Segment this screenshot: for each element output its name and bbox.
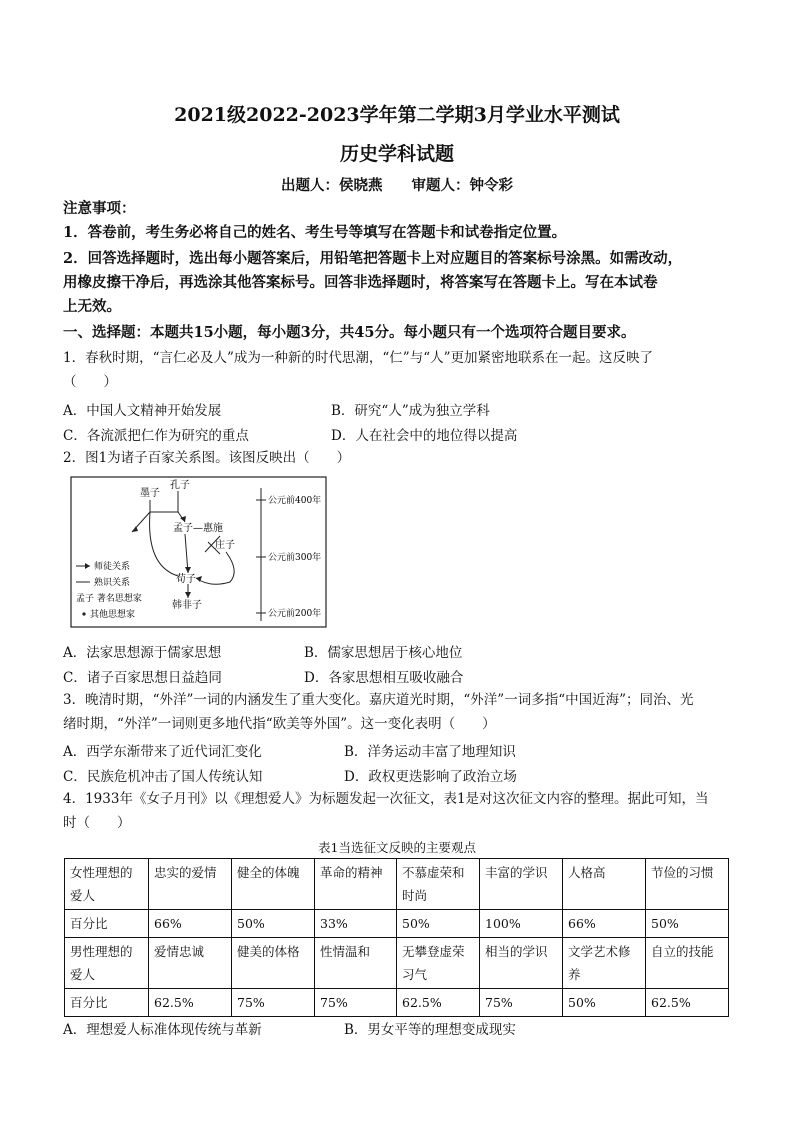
table-cell: 75% bbox=[232, 989, 315, 1017]
legend-knowledge: 熟识关系 bbox=[94, 578, 131, 588]
legend-other: 其他思想家 bbox=[90, 610, 136, 620]
q1-option-d: D．人在社会中的地位得以提高 bbox=[331, 428, 518, 444]
table-cell: 节俭的习惯 bbox=[646, 859, 729, 910]
q2-option-b: B．儒家思想居于核心地位 bbox=[304, 645, 463, 661]
q3-option-a: A．西学东渐带来了近代词汇变化 bbox=[63, 744, 262, 760]
q1-stem-line-1: 1．春秋时期，“言仁必及人”成为一种新的时代思潮，“仁”与“人”更加紧密地联系在一起。这反映了 bbox=[63, 350, 653, 366]
q3-option-d: D．政权更迭影响了政治立场 bbox=[344, 769, 517, 785]
q4-option-a: A．理想爱人标准体现传统与革新 bbox=[63, 1022, 262, 1038]
q1-option-a: A．中国人文精神开始发展 bbox=[63, 403, 222, 419]
figure-1-relations-diagram bbox=[70, 476, 327, 628]
notice-item-2-line-3: 上无效。 bbox=[63, 298, 121, 315]
table-cell: 文学艺术修养 bbox=[563, 938, 646, 989]
node-kongzi: 孔子 bbox=[170, 480, 190, 491]
authors-line: 出题人：侯晓燕 审题人：钟令彩 bbox=[281, 177, 513, 194]
q3-option-c: C．民族危机冲击了国人传统认知 bbox=[63, 769, 263, 785]
table-cell: 50% bbox=[646, 910, 729, 938]
q1-option-c: C．各流派把仁作为研究的重点 bbox=[63, 428, 249, 444]
node-xunzi: 荀子 bbox=[176, 574, 196, 585]
q2-stem: 2．图1为诸子百家关系图。该图反映出（ ） bbox=[63, 450, 351, 466]
node-mengzi-huishi: 孟子—惠施 bbox=[173, 523, 223, 534]
table-cell: 丰富的学识 bbox=[480, 859, 563, 910]
table-cell: 62.5% bbox=[397, 989, 480, 1017]
table-cell: 男性理想的爱人 bbox=[65, 938, 149, 989]
table-cell: 50% bbox=[563, 989, 646, 1017]
table-row-male bbox=[65, 938, 729, 989]
timeline-label-300: 公元前300年 bbox=[268, 553, 322, 563]
timeline-label-400: 公元前400年 bbox=[268, 496, 322, 506]
table-cell: 75% bbox=[480, 989, 563, 1017]
table-cell: 忠实的爱情 bbox=[149, 859, 232, 910]
q2-option-d: D．各家思想相互吸收融合 bbox=[304, 670, 464, 686]
table-cell: 33% bbox=[315, 910, 397, 938]
table-cell: 自立的技能 bbox=[646, 938, 729, 989]
notice-heading: 注意事项： bbox=[63, 200, 136, 217]
table-cell: 62.5% bbox=[646, 989, 729, 1017]
table-1-caption: 表1当选征文反映的主要观点 bbox=[318, 840, 476, 855]
exam-title: 2021级2022-2023学年第二学期3月学业水平测试 bbox=[174, 104, 620, 126]
table-cell: 女性理想的爱人 bbox=[65, 859, 149, 910]
q4-stem-line-2: 时（ ） bbox=[63, 815, 131, 831]
table-cell: 62.5% bbox=[149, 989, 232, 1017]
q2-option-c: C．诸子百家思想日益趋同 bbox=[63, 670, 222, 686]
node-hanfeizi: 韩非子 bbox=[172, 600, 202, 611]
q1-option-b: B．研究“人”成为独立学科 bbox=[331, 403, 490, 419]
q4-option-b: B．男女平等的理想变成现实 bbox=[344, 1022, 516, 1038]
table-cell: 66% bbox=[149, 910, 232, 938]
legend-other-dot bbox=[82, 612, 85, 615]
table-cell: 不慕虚荣和时尚 bbox=[397, 859, 480, 910]
q4-stem-line-1: 4．1933年《女子月刊》以《理想爱人》为标题发起一次征文，表1是对这次征文内容的整理。据此可知，当 bbox=[63, 791, 709, 807]
node-mozi: 墨子 bbox=[140, 488, 160, 499]
q3-option-b: B．洋务运动丰富了地理知识 bbox=[344, 744, 516, 760]
table-cell: 健美的体格 bbox=[232, 938, 315, 989]
table-cell: 100% bbox=[480, 910, 563, 938]
table-cell: 百分比 bbox=[65, 910, 149, 938]
table-cell: 百分比 bbox=[65, 989, 149, 1017]
table-cell: 50% bbox=[232, 910, 315, 938]
q3-stem-line-2: 绪时期，“外洋”一词则更多地代指“欧美等外国”。这一变化表明（ ） bbox=[63, 716, 496, 732]
section-heading: 一、选择题：本题共15小题，每小题3分，共45分。每小题只有一个选项符合题目要求。 bbox=[63, 324, 636, 341]
legend-teacher: 师徒关系 bbox=[94, 562, 131, 572]
legend-famous: 孟子 著名思想家 bbox=[76, 594, 142, 604]
table-cell: 相当的学识 bbox=[480, 938, 563, 989]
table-cell: 50% bbox=[397, 910, 480, 938]
table-1 bbox=[64, 858, 729, 1017]
table-row-female-percent bbox=[65, 910, 729, 938]
table-row-female bbox=[65, 859, 729, 910]
table-cell: 66% bbox=[563, 910, 646, 938]
timeline-label-200: 公元前200年 bbox=[268, 609, 322, 619]
q1-stem-line-2: （ ） bbox=[63, 374, 117, 390]
table-row-male-percent bbox=[65, 989, 729, 1017]
table-cell: 无攀登虚荣习气 bbox=[397, 938, 480, 989]
notice-item-2-line-1: 2．回答选择题时，选出每小题答案后，用铅笔把答题卡上对应题目的答案标号涂黑。如需改动， bbox=[63, 250, 683, 267]
table-cell: 75% bbox=[315, 989, 397, 1017]
q2-option-a: A．法家思想源于儒家思想 bbox=[63, 645, 222, 661]
table-cell: 健全的体魄 bbox=[232, 859, 315, 910]
table-cell: 人格高 bbox=[563, 859, 646, 910]
notice-item-1: 1．答卷前，考生务必将自己的姓名、考生号等填写在答题卡和试卷指定位置。 bbox=[63, 224, 567, 241]
table-cell: 革命的精神 bbox=[315, 859, 397, 910]
table-cell: 性情温和 bbox=[315, 938, 397, 989]
node-zhuangzi: 庄子 bbox=[215, 540, 235, 551]
subject-title: 历史学科试题 bbox=[339, 143, 454, 165]
notice-item-2-line-2: 用橡皮擦干净后，再选涂其他答案标号。回答非选择题时，将答案写在答题卡上。写在本试卷 bbox=[63, 274, 658, 291]
table-cell: 爱情忠诚 bbox=[149, 938, 232, 989]
q3-stem-line-1: 3．晚清时期，“外洋”一词的内涵发生了重大变化。嘉庆道光时期，“外洋”一词多指“中国近海”；同治、光 bbox=[63, 692, 694, 708]
